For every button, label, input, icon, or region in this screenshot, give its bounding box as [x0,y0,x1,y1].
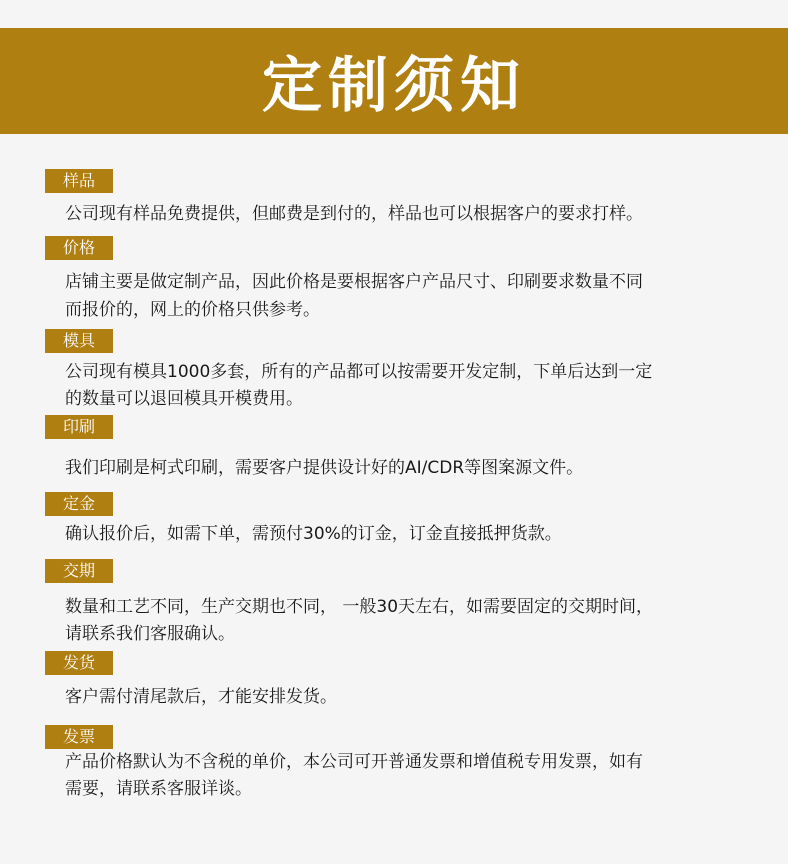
page-title: 定制须知 [262,51,526,121]
section-text-mold-line-1: 公司现有模具1000多套，所有的产品都可以按需要开发定制，下单后达到一定 [65,362,653,382]
section-text-printing-line-1: 我们印刷是柯式印刷，需要客户提供设计好的AI/CDR等图案源文件。 [65,458,584,478]
section-tag-sample: 样品 [45,169,113,193]
section-text-shipping-line-1: 客户需付清尾款后，才能安排发货。 [65,687,337,707]
section-text-mold-line-2: 的数量可以退回模具开模费用。 [65,389,303,409]
section-tag-printing: 印刷 [45,415,113,439]
section-tag-delivery-time: 交期 [45,559,113,583]
section-tag-invoice: 发票 [45,725,113,749]
section-tag-mold: 模具 [45,329,113,353]
section-text-invoice-line-1: 产品价格默认为不含税的单价，本公司可开普通发票和增值税专用发票，如有 [65,752,643,772]
section-text-delivery-time-line-2: 请联系我们客服确认。 [65,624,235,644]
section-text-delivery-time-line-1: 数量和工艺不同，生产交期也不同， 一般30天左右，如需要固定的交期时间， [65,597,654,617]
section-text-sample-line-1: 公司现有样品免费提供，但邮费是到付的，样品也可以根据客户的要求打样。 [65,204,643,224]
section-text-invoice-line-2: 需要，请联系客服详谈。 [65,779,252,799]
section-text-price-line-1: 店铺主要是做定制产品，因此价格是要根据客户产品尺寸、印刷要求数量不同 [65,272,643,292]
section-tag-price: 价格 [45,236,113,260]
section-tag-deposit: 定金 [45,492,113,516]
section-text-deposit-line-1: 确认报价后，如需下单，需预付30%的订金，订金直接抵押货款。 [65,524,562,544]
section-text-price-line-2: 而报价的，网上的价格只供参考。 [65,300,320,320]
section-tag-shipping: 发货 [45,651,113,675]
